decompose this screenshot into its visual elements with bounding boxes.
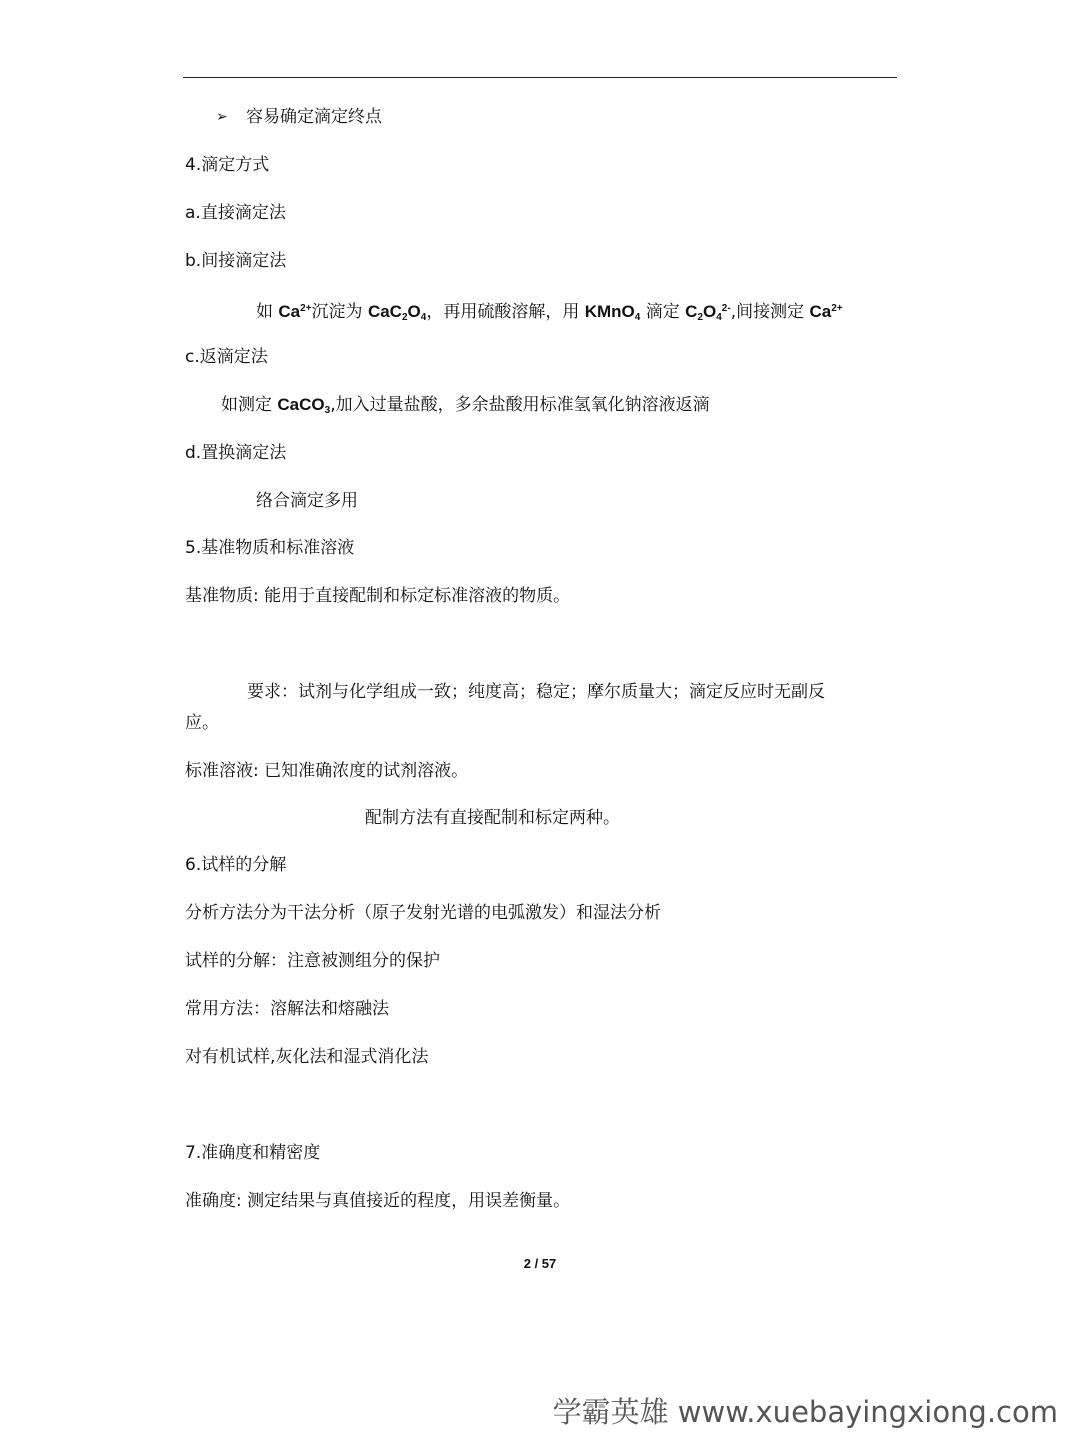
section-4b: b.间接滴定法 (185, 251, 287, 271)
section-5-standard-solution: 标准溶液: 已知准确浓度的试剂溶液。 (185, 761, 469, 781)
section-4c: c.返滴定法 (185, 347, 268, 367)
section-5-title: 5.基准物质和标准溶液 (185, 538, 355, 558)
section-4-title: 4.滴定方式 (185, 155, 270, 175)
section-6-line-1: 分析方法分为干法分析（原子发射光谱的电弧激发）和湿法分析 (185, 903, 661, 923)
example-indirect: 如 $Ca^{2+}$沉淀为 $CaC_2O_4$，再用硫酸溶解，用 KMnO$_4$ 滴定 $C_2O_4^{2-}$,间接测定 $Ca^{2+}$ (256, 302, 843, 323)
bullet-text: 容易确定滴定终点 (246, 107, 382, 127)
bullet-arrow-icon: ➢ (216, 109, 228, 125)
site-watermark: 学霸英雄 www.xuebayingxiong.com (552, 1395, 1058, 1429)
section-5-preparation: 配制方法有直接配制和标定两种。 (365, 808, 620, 828)
section-6-title: 6.试样的分解 (185, 855, 287, 875)
example-back-titration: 如测定 CaCO$_3$,加入过量盐酸，多余盐酸用标准氢氧化钠溶液返滴 (221, 395, 710, 416)
section-6-line-2: 试样的分解：注意被测组分的保护 (185, 951, 440, 971)
section-5-requirements-cont: 应。 (185, 713, 219, 733)
section-5-definition: 基准物质: 能用于直接配制和标定标准溶液的物质。 (185, 586, 571, 606)
page-number: 2 / 57 (523, 1256, 557, 1271)
section-4a: a.直接滴定法 (185, 203, 286, 223)
header-rule (183, 77, 897, 78)
section-7-title: 7.准确度和精密度 (185, 1143, 321, 1163)
section-5-requirements: 要求：试剂与化学组成一致；纯度高；稳定；摩尔质量大；滴定反应时无副反 (247, 682, 825, 702)
section-7-line-1: 准确度: 测定结果与真值接近的程度，用误差衡量。 (185, 1191, 571, 1211)
section-6-line-4: 对有机试样,灰化法和湿式消化法 (185, 1047, 429, 1067)
section-6-line-3: 常用方法：溶解法和熔融法 (185, 999, 389, 1019)
section-4d: d.置换滴定法 (185, 443, 287, 463)
example-displacement: 络合滴定多用 (256, 491, 358, 511)
